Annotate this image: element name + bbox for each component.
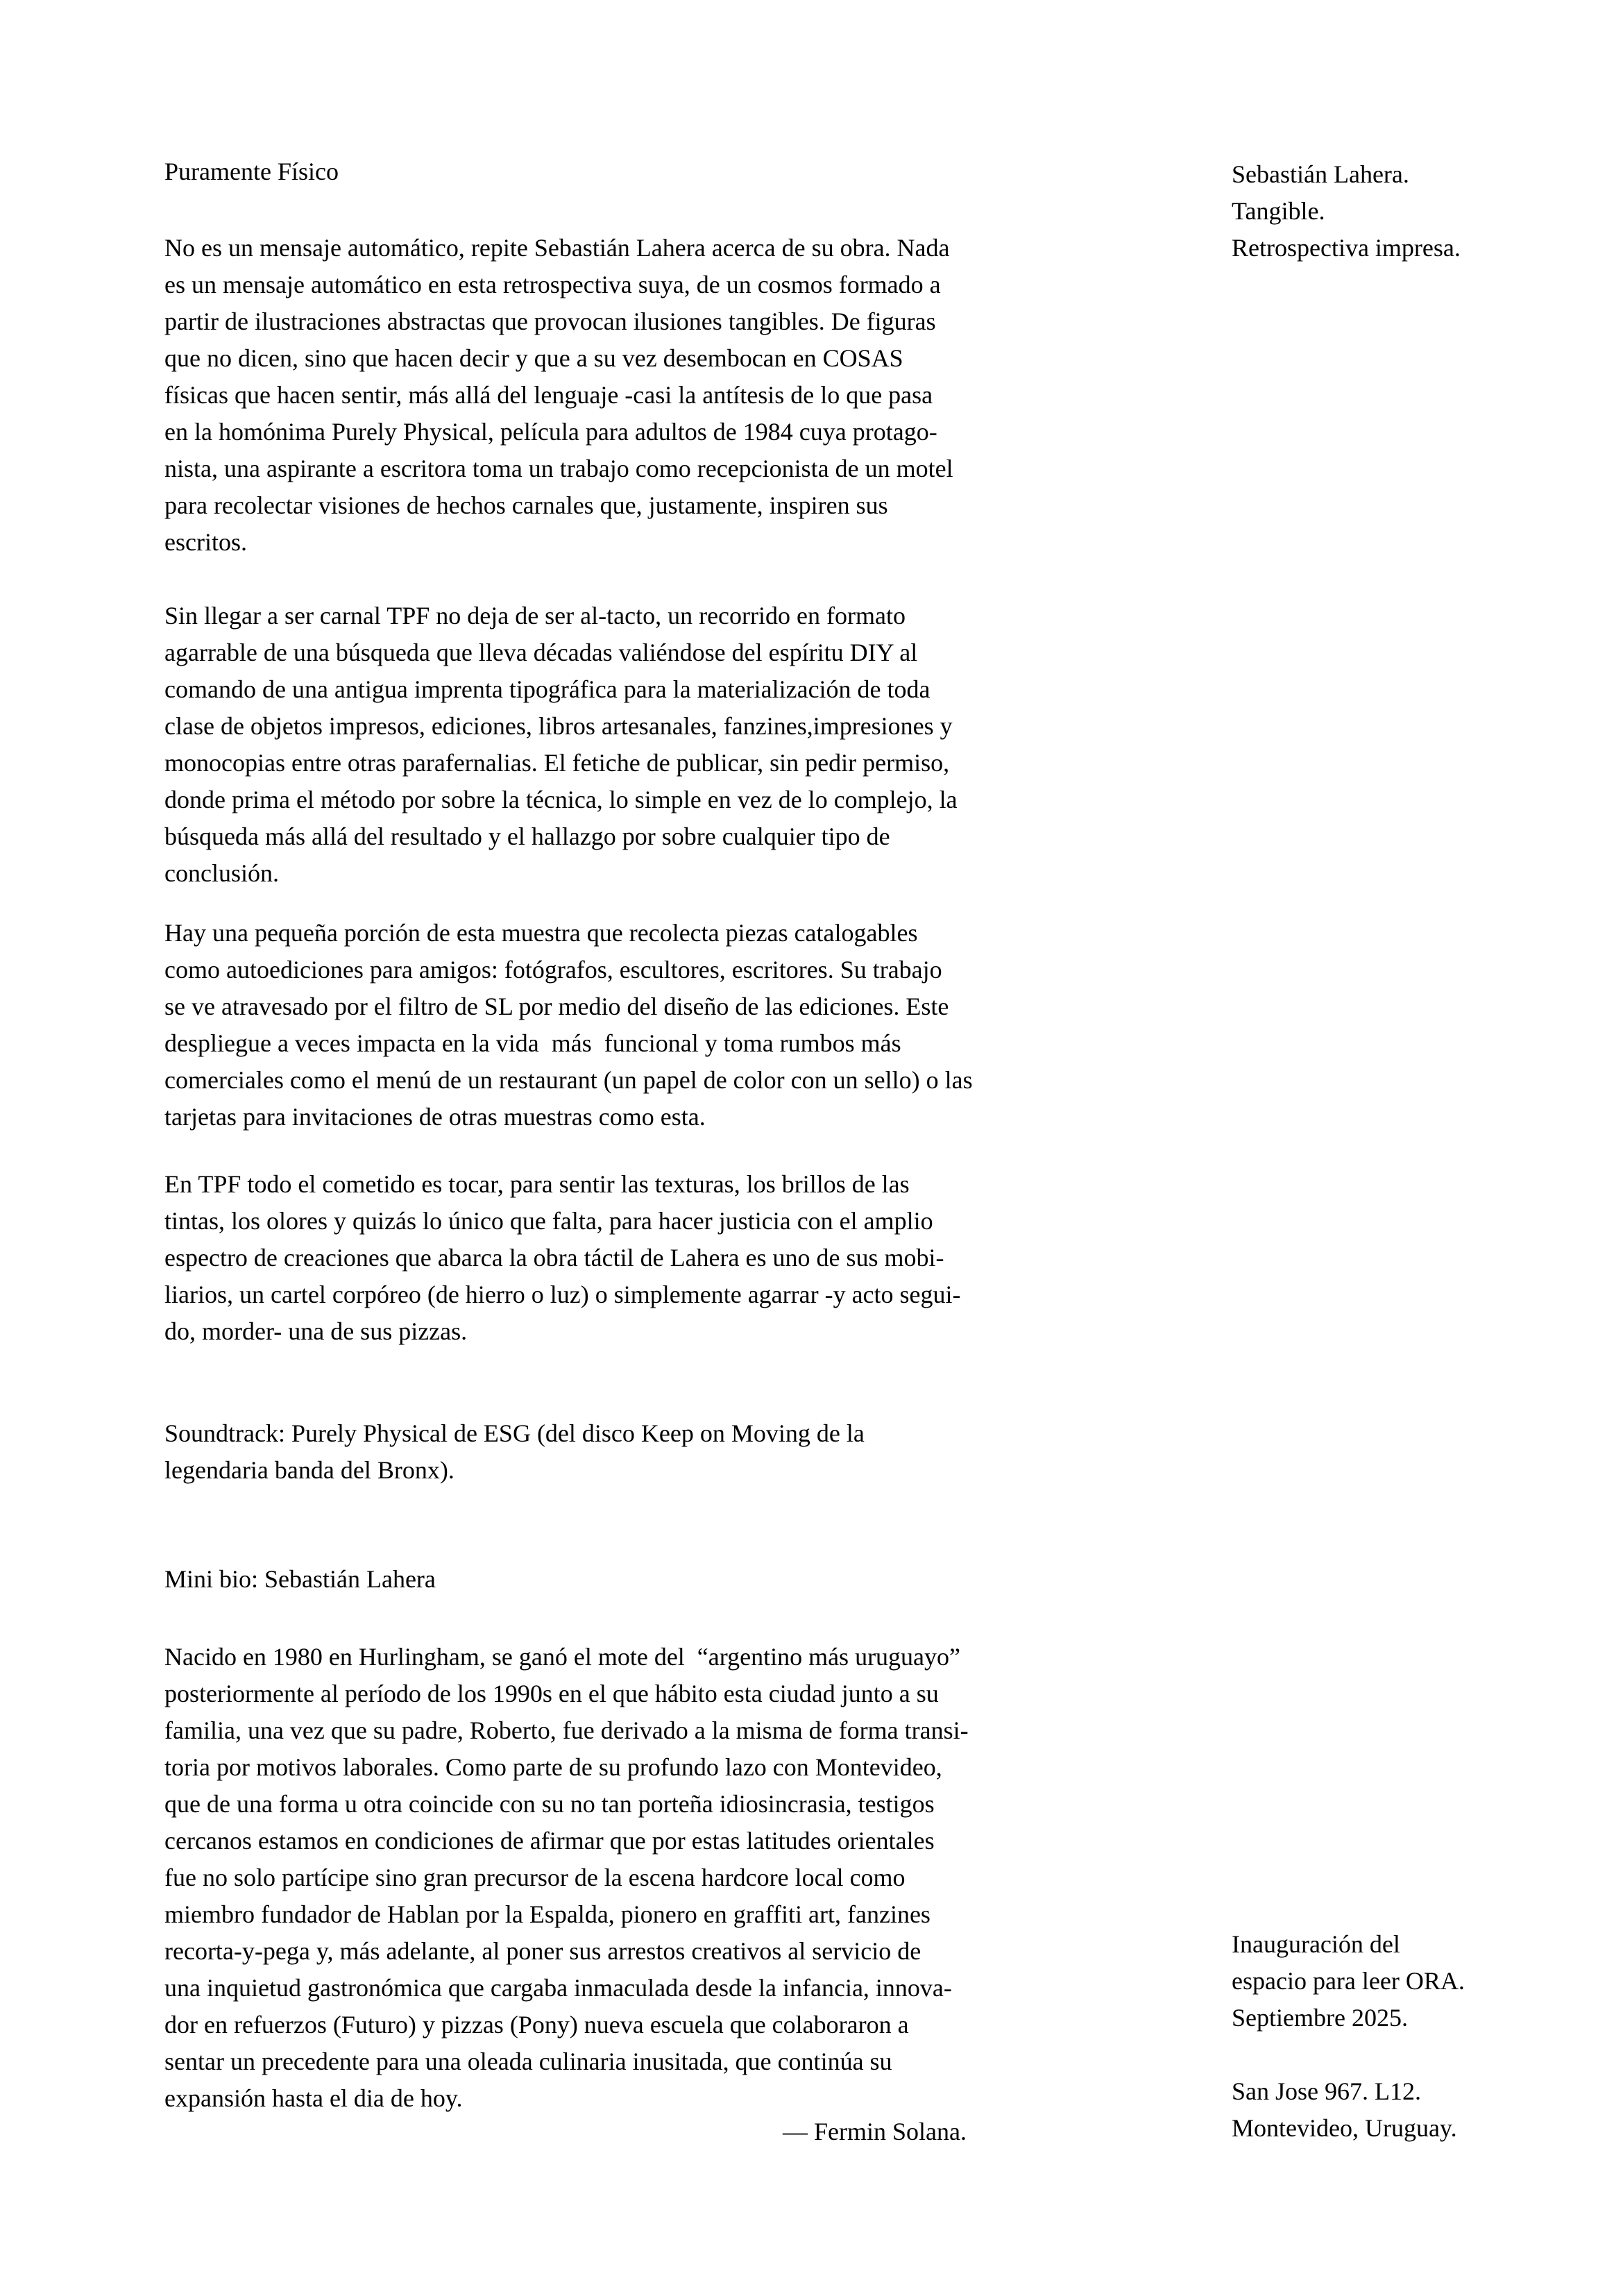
text-line: conclusión. <box>164 859 279 887</box>
text-line: monocopias entre otras parafernalias. El fetiche de publicar, sin pedir permiso, <box>164 749 950 777</box>
text-line: Inauguración del <box>1232 1930 1400 1958</box>
text-line: partir de ilustraciones abstractas que provocan ilusiones tangibles. De figuras <box>164 307 936 335</box>
text-line: comerciales como el menú de un restaurant (un papel de color con un sello) o las <box>164 1066 973 1094</box>
text-line: Sin llegar a ser carnal TPF no deja de ser al-tacto, un recorrido en formato <box>164 602 906 630</box>
text-line: como autoediciones para amigos: fotógrafos, escultores, escritores. Su trabajo <box>164 956 942 984</box>
text-line: clase de objetos impresos, ediciones, libros artesanales, fanzines,impresiones y <box>164 712 953 740</box>
text-line: tarjetas para invitaciones de otras muestras como esta. <box>164 1103 706 1131</box>
bio-paragraph <box>164 1639 967 2117</box>
address-block <box>1232 2073 1606 2147</box>
text-line: espectro de creaciones que abarca la obra táctil de Lahera es uno de sus mobi- <box>164 1244 944 1272</box>
text-line: se ve atravesado por el filtro de SL por medio del diseño de las ediciones. Este <box>164 993 949 1020</box>
soundtrack-note <box>164 1415 967 1489</box>
text-line: Retrospectiva impresa. <box>1232 234 1461 262</box>
text-line: para recolectar visiones de hechos carnales que, justamente, inspiren sus <box>164 491 888 519</box>
text-line: do, morder- una de sus pizzas. <box>164 1317 468 1345</box>
text-line: dor en refuerzos (Futuro) y pizzas (Pony) nueva escuela que colaboraron a <box>164 2011 909 2038</box>
text-line: miembro fundador de Hablan por la Espalda, pionero en graffiti art, fanzines <box>164 1900 931 1928</box>
text-line: Tangible. <box>1232 197 1325 225</box>
mini-bio-heading: Mini bio: Sebastián Lahera <box>164 1565 436 1593</box>
text-line: fue no solo partícipe sino gran precursor de la escena hardcore local como <box>164 1864 906 1891</box>
text-line: que no dicen, sino que hacen decir y que a su vez desembocan en COSAS <box>164 344 903 372</box>
author-signature: — Fermin Solana. <box>783 2118 967 2145</box>
text-line: Septiembre 2025. <box>1232 2004 1408 2032</box>
text-line: familia, una vez que su padre, Roberto, fue derivado a la misma de forma transi- <box>164 1716 969 1744</box>
editions-paragraph <box>164 915 973 1136</box>
text-line: espacio para leer ORA. <box>1232 1967 1465 1995</box>
text-line: que de una forma u otra coincide con su no tan porteña idiosincrasia, testigos <box>164 1790 935 1818</box>
text-line: comando de una antigua imprenta tipográfica para la materialización de toda <box>164 675 931 703</box>
text-line: Hay una pequeña porción de esta muestra que recolecta piezas catalogables <box>164 919 918 947</box>
touch-paragraph <box>164 1166 967 1350</box>
text-line: en la homónima Purely Physical, película para adultos de 1984 cuya protago- <box>164 418 937 446</box>
text-line: agarrable de una búsqueda que lleva décadas valiéndose del espíritu DIY al <box>164 639 918 666</box>
text-line: tintas, los olores y quizás lo único que falta, para hacer justicia con el amplio <box>164 1207 933 1235</box>
text-line: expansión hasta el dia de hoy. <box>164 2084 463 2112</box>
opening-info-block <box>1232 1926 1606 2036</box>
text-line: Soundtrack: Purely Physical de ESG (del disco Keep on Moving de la <box>164 1419 865 1447</box>
text-line: En TPF todo el cometido es tocar, para sentir las texturas, los brillos de las <box>164 1170 910 1198</box>
text-line: escritos. <box>164 528 247 556</box>
text-line: nista, una aspirante a escritora toma un trabajo como recepcionista de un motel <box>164 455 953 482</box>
text-line: es un mensaje automático en esta retrospectiva suya, de un cosmos formado a <box>164 271 941 298</box>
text-line: una inquietud gastronómica que cargaba inmaculada desde la infancia, innova- <box>164 1974 952 2002</box>
text-line: No es un mensaje automático, repite Sebastián Lahera acerca de su obra. Nada <box>164 234 950 262</box>
text-line: legendaria banda del Bronx). <box>164 1456 454 1484</box>
text-line: búsqueda más allá del resultado y el hallazgo por sobre cualquier tipo de <box>164 822 890 850</box>
page-title: Puramente Físico <box>164 158 339 185</box>
text-line: cercanos estamos en condiciones de afirmar que por estas latitudes orientales <box>164 1827 935 1855</box>
text-line: Nacido en 1980 en Hurlingham, se ganó el mote del “argentino más uruguayo” <box>164 1643 961 1671</box>
text-line: liarios, un cartel corpóreo (de hierro o luz) o simplemente agarrar -y acto segui- <box>164 1281 961 1308</box>
text-line: San Jose 967. L12. <box>1232 2077 1421 2105</box>
text-line: Sebastián Lahera. <box>1232 160 1409 188</box>
text-line: físicas que hacen sentir, más allá del lenguaje -casi la antítesis de lo que pasa <box>164 381 933 409</box>
text-line: posteriormente al período de los 1990s en el que hábito esta ciudad junto a su <box>164 1680 939 1707</box>
tactile-paragraph <box>164 598 967 892</box>
text-line: toria por motivos laborales. Como parte de su profundo lazo con Montevideo, <box>164 1753 942 1781</box>
intro-paragraph <box>164 230 967 561</box>
text-line: despliegue a veces impacta en la vida más funcional y toma rumbos más <box>164 1029 901 1057</box>
text-line: donde prima el método por sobre la técnica, lo simple en vez de lo complejo, la <box>164 786 958 813</box>
exhibit-title-block <box>1232 156 1606 267</box>
text-line: recorta-y-pega y, más adelante, al poner sus arrestos creativos al servicio de <box>164 1937 921 1965</box>
text-line: Montevideo, Uruguay. <box>1232 2114 1457 2142</box>
text-line: sentar un precedente para una oleada culinaria inusitada, que continúa su <box>164 2048 892 2075</box>
